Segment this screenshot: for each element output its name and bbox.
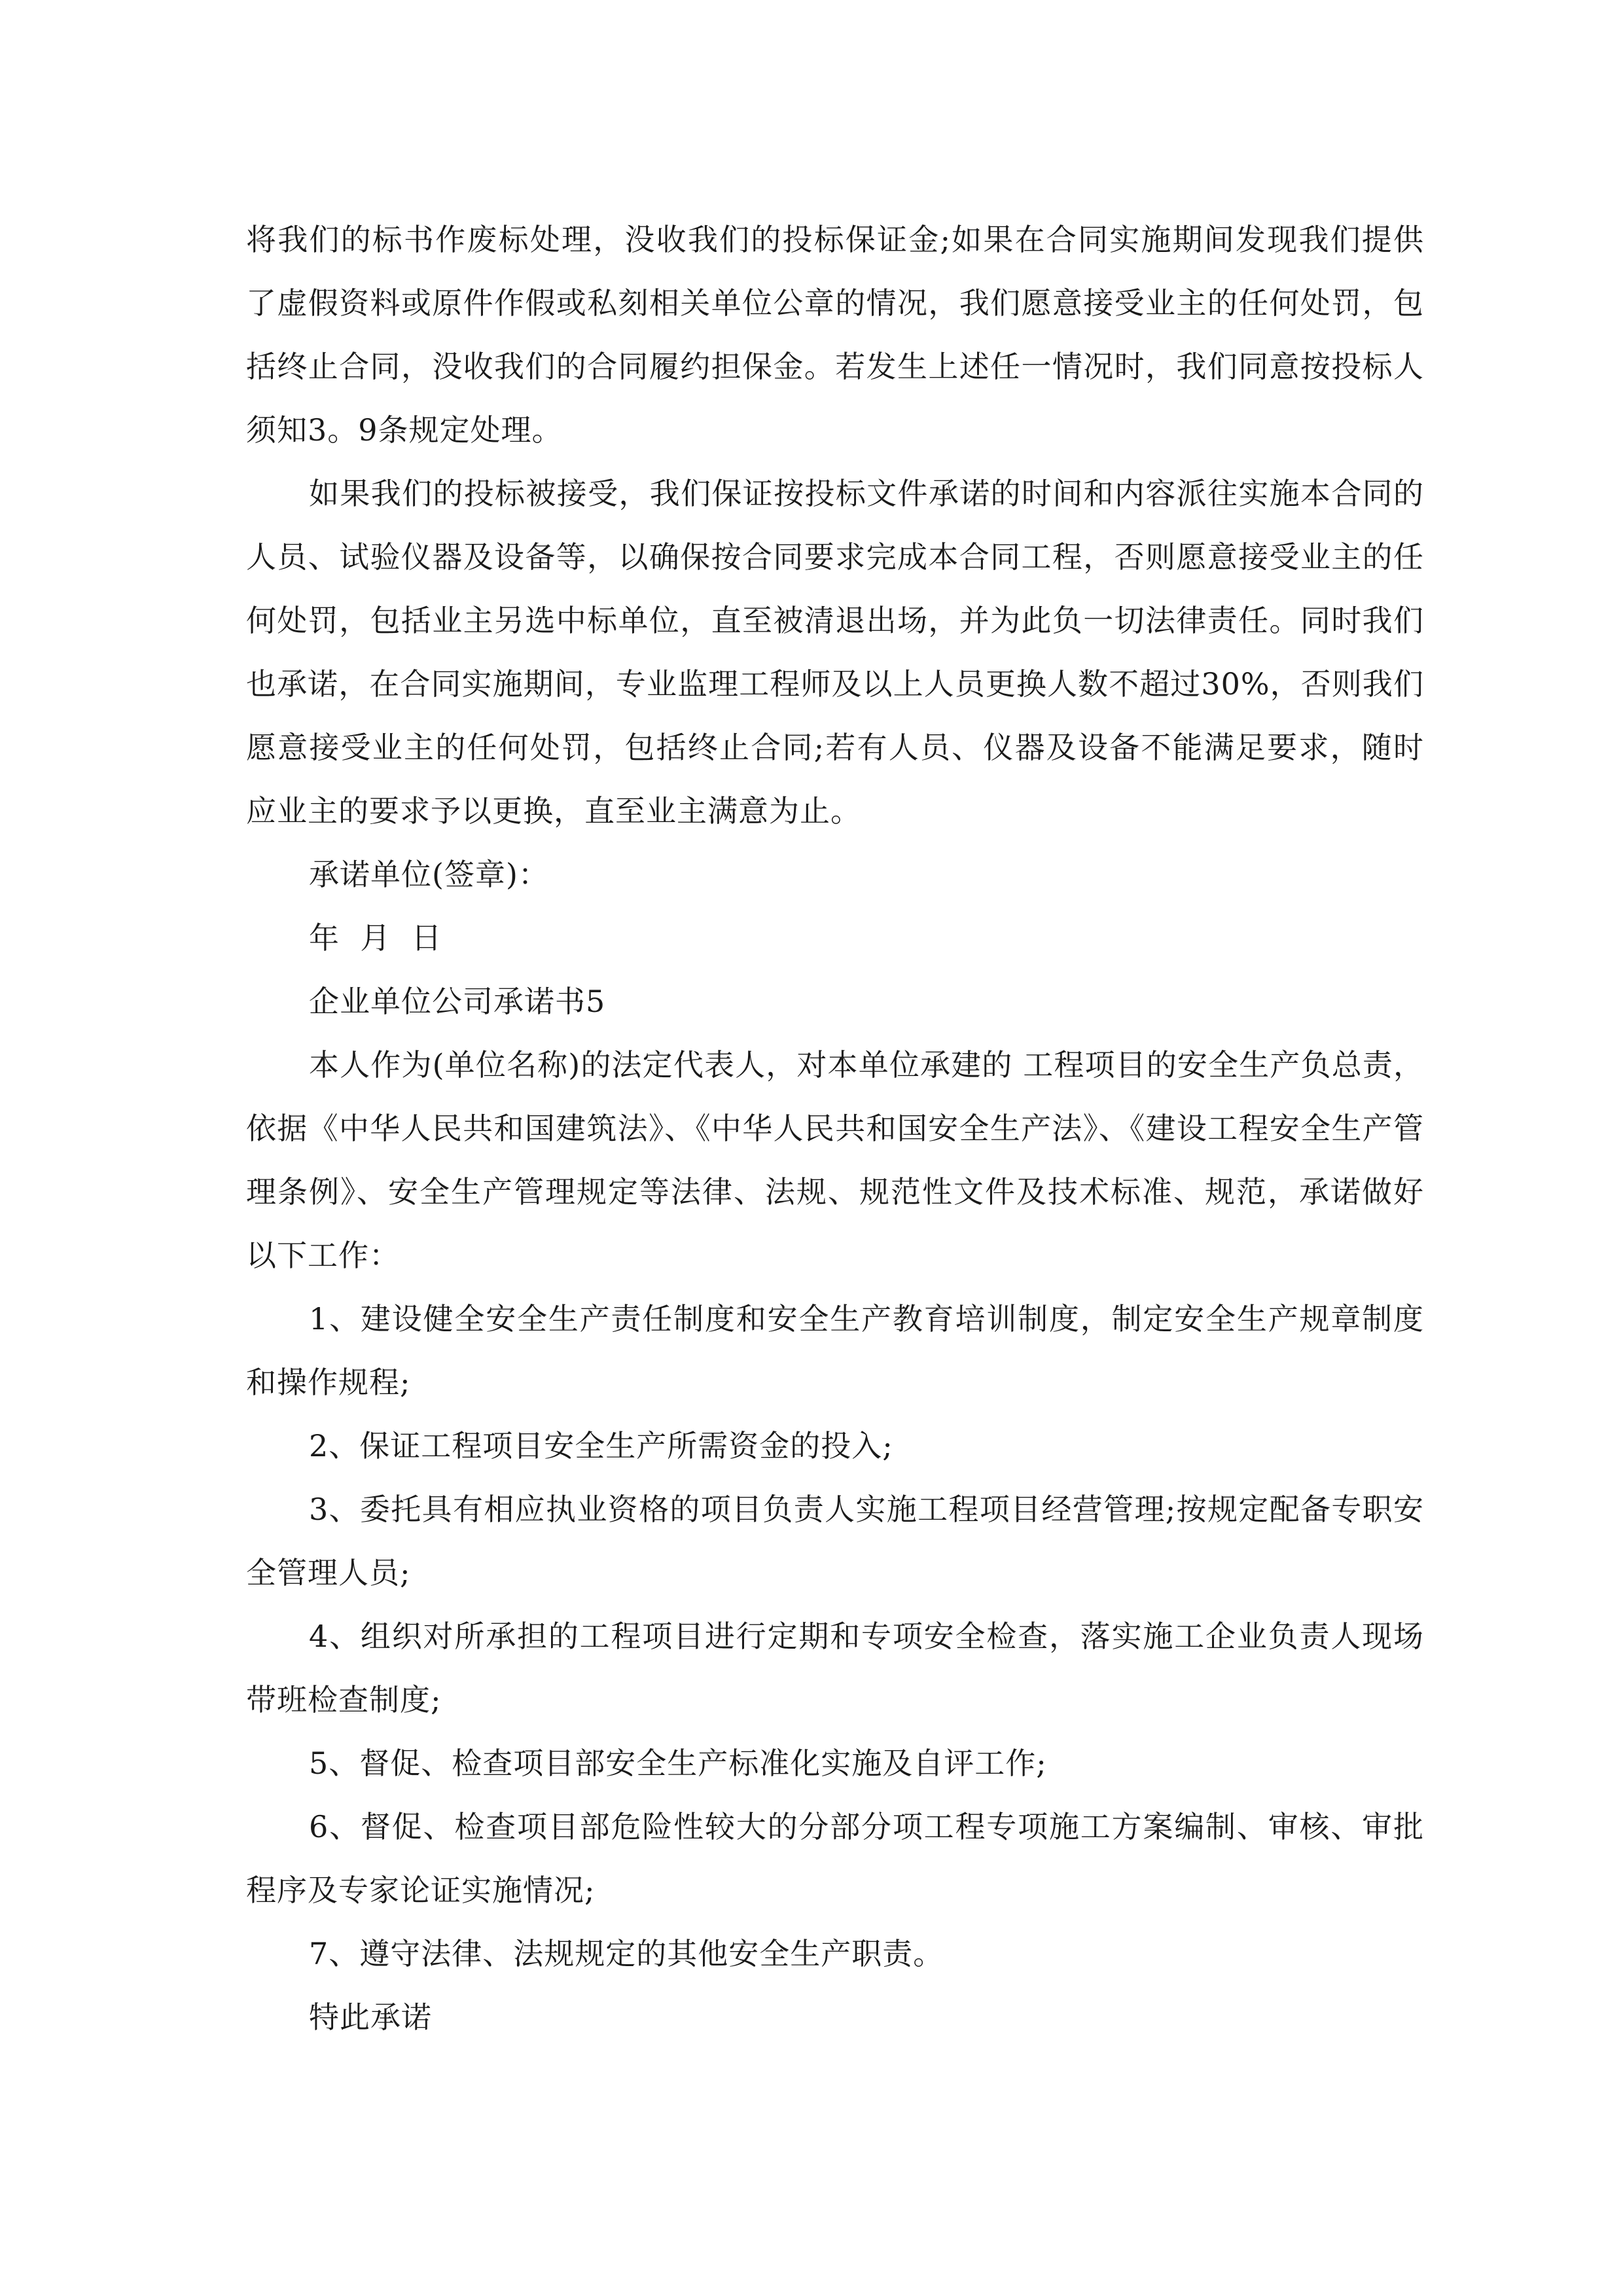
list-item-4: 4、组织对所承担的工程项目进行定期和专项安全检查，落实施工企业负责人现场带班检查制度; xyxy=(246,1619,1424,1717)
list-item-2: 2、保证工程项目安全生产所需资金的投入; xyxy=(309,1428,893,1463)
paragraph-bid-guarantee: 如果我们的投标被接受，我们保证按投标文件承诺的时间和内容派往实施本合同的人员、试验仪器及设备等，以确保按合同要求完成本合同工程，否则愿意接受业主的任何处罚，包括业主另选中标单位，直至被清退出场，并为此负一切法律责任。同时我们也承诺，在合同实施期间，专业监理工程师及以上人员更换人数不超过30%，否则我们愿意接受业主的任何处罚，包括终止合同;若有人员、仪器及设备不能满足要求，随时应业主的要求予以更换，直至业主满意为止。 xyxy=(246,476,1424,829)
list-item-5: 5、督促、检查项目部安全生产标准化实施及自评工作; xyxy=(309,1746,1047,1781)
paragraph-intro: 本人作为(单位名称)的法定代表人，对本单位承建的 工程项目的安全生产负总责，依据《中华人民共和国建筑法》、《中华人民共和国安全生产法》、《建设工程安全生产管理条例》、安全生产管理规定等法律、法规、规范性文件及技术标准、规范，承诺做好以下工作： xyxy=(246,1047,1424,1273)
section-title: 企业单位公司承诺书5 xyxy=(309,984,606,1019)
list-item-3: 3、委托具有相应执业资格的项目负责人实施工程项目经营管理;按规定配备专职安全管理人员; xyxy=(246,1492,1424,1590)
date-line: 年 月 日 xyxy=(309,920,442,956)
list-item-7: 7、遵守法律、法规规定的其他安全生产职责。 xyxy=(309,1936,944,1971)
list-item-1: 1、建设健全安全生产责任制度和安全生产教育培训制度，制定安全生产规章制度和操作规程; xyxy=(246,1301,1424,1400)
document-body xyxy=(246,208,1424,2049)
list-item-6: 6、督促、检查项目部危险性较大的分部分项工程专项施工方案编制、审核、审批程序及专家论证实施情况; xyxy=(246,1809,1424,1908)
closing-line: 特此承诺 xyxy=(309,2000,432,2035)
paragraph-continuation: 将我们的标书作废标处理，没收我们的投标保证金;如果在合同实施期间发现我们提供了虚假资料或原件作假或私刻相关单位公章的情况，我们愿意接受业主的任何处罚，包括终止合同，没收我们的合同履约担保金。若发生上述任一情况时，我们同意按投标人须知3。9条规定处理。 xyxy=(246,222,1424,448)
signature-line: 承诺单位(签章)： xyxy=(309,857,549,892)
